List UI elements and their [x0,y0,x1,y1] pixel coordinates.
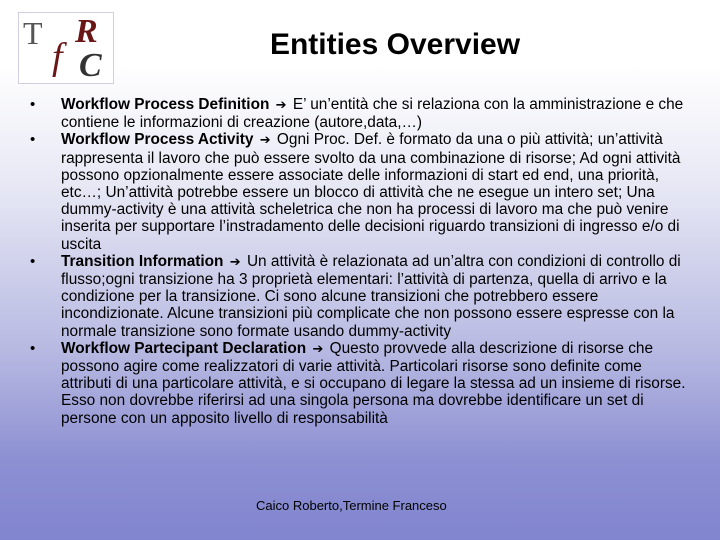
arrow-right-icon: ➔ [312,341,324,357]
slide-title: Entities Overview [269,28,521,61]
logo-letter-t: T [23,15,43,51]
item-text: Questo provvede alla descrizione di risorse che possono agire come realizzatori di varie attività. Particolari risorse sono definite come attributi di una particolare attività, e si occupano di legare la stessa ad un insieme di risorse. Esso non dovrebbe riferirsi ad una singola persona ma dovrebbe identificare un set di persone con un apposito livello di responsabilità [61,339,686,427]
arrow-right-icon: ➔ [259,133,271,149]
item-text: Un attività è relazionata ad un’altra con condizioni di controllo di flusso;ogni transizione ha 3 proprietà elementari: l’attività di partenza, quella di arrivo e la condizione per la transizione. Ci sono alcune transizioni che potrebbero essere incondizionate. Alcune transizioni più complicate che non possono essere espresse con la normale transizione sono formate usando dummy-activity [61,252,681,340]
item-term: Workflow Process Definition [61,96,270,113]
bullet-icon: • [30,339,36,357]
list-item [30,96,690,131]
item-term: Transition Information [61,252,224,270]
logo-letter-c: C [79,47,102,84]
item-term: Workflow Process Activity [61,131,254,149]
list-item [30,340,690,427]
arrow-right-icon: ➔ [229,254,241,270]
bullet-icon: • [30,96,36,113]
tfrc-logo [18,12,114,84]
item-term: Workflow Partecipant Declaration [61,339,307,357]
list-item [30,131,690,252]
bullet-icon: • [30,252,36,270]
logo-letter-f: f [52,36,63,78]
item-text: Ogni Proc. Def. è formato da una o più attività; un’attività rappresenta il lavoro che può essere svolto da una combinazione di risorse; Ad ogni attività possono opzionalmente essere associate delle informazioni di start ed end, una priorità, etc…; Un’attività potrebbe essere un blocco di attività che ne esegue un intero set; Una dummy-activity è una attività scheletrica che non ha processi di lavoro ma che può venire inserita per supportare l’instradamento delle decisioni riguardo transizioni di ingresso e/o di uscita [61,131,681,253]
bullet-icon: • [30,131,36,149]
footer-authors: Caico Roberto,Termine Franceso [256,498,447,513]
list-item [30,253,690,340]
logo-letter-r: R [75,13,98,50]
bullet-list [30,96,690,427]
arrow-right-icon: ➔ [275,98,287,113]
item-text: E’ un’entità che si relaziona con la amministrazione e che contiene le informazioni di creazione (autore,data,…) [61,96,684,132]
